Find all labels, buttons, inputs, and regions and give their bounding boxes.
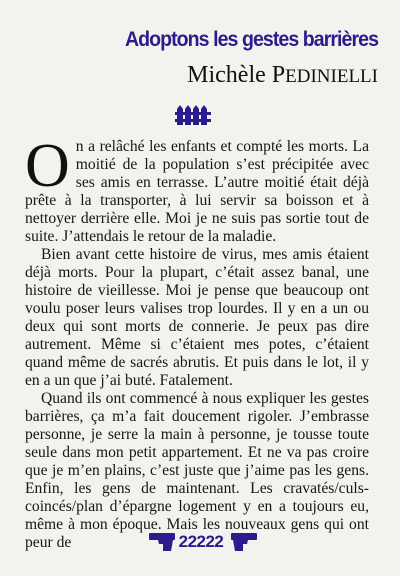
page-number: 22222	[178, 532, 224, 551]
paragraph-1	[25, 132, 369, 246]
author-name	[26, 62, 378, 89]
chapter-title: Adoptons les gestes barrières	[124, 28, 378, 51]
pistol-icon	[230, 530, 258, 552]
author-last-name-smallcaps: EDINIELLI	[285, 66, 378, 87]
paragraph-3: Quand ils ont commencé à nous expliquer les gestes barrières, ça m’a fait doucement rigoler. J’embrasse personne, je serre la main à personne, je tousse toute seule dans mon petit appartement. Et ne va pas croire que je m’en plains, c’est juste que j’aime pas les gens. Enfin, les gens de maintenant. Les cravatés/culs-coincés/plan d’épargne logement y en a toujours eu, même à mon époque. Mais les nouveaux gens qui ont peur de	[25, 390, 369, 551]
pistol-icon	[148, 530, 176, 552]
story-body	[25, 132, 369, 552]
fence-ornament-icon	[175, 103, 211, 125]
author-last-initial: P	[271, 62, 286, 88]
paragraph-2: Bien avant cette histoire de virus, mes amis étaient déjà morts. Pour la plupart, c’était assez banal, une histoire de vieillesse. Moi je pense que beaucoup ont voulu poser leurs valises trop lourdes. Il y en a un ou deux qui sont morts de connerie. Je peux pas dire autrement. Même si c’étaient mes potes, c’étaient quand même de sacrés abrutis. Et puis dans le lot, il y en a un que j’ai buté. Fatalement.	[25, 246, 369, 389]
paragraph-1-text: n a relâché les enfants et compté les morts. La moitié de la population s’est précipitée avec ses amis en terrasse. L’autre moitié était déjà prête à la transporter, à lui servir sa boisson et à nettoyer derrière elle. Moi je ne suis pas sortie tout de suite. J’attendais le retour de la maladie.	[25, 138, 369, 245]
page-footer	[0, 530, 400, 560]
drop-cap: O	[25, 132, 70, 200]
author-first-name: Michèle	[187, 62, 266, 88]
